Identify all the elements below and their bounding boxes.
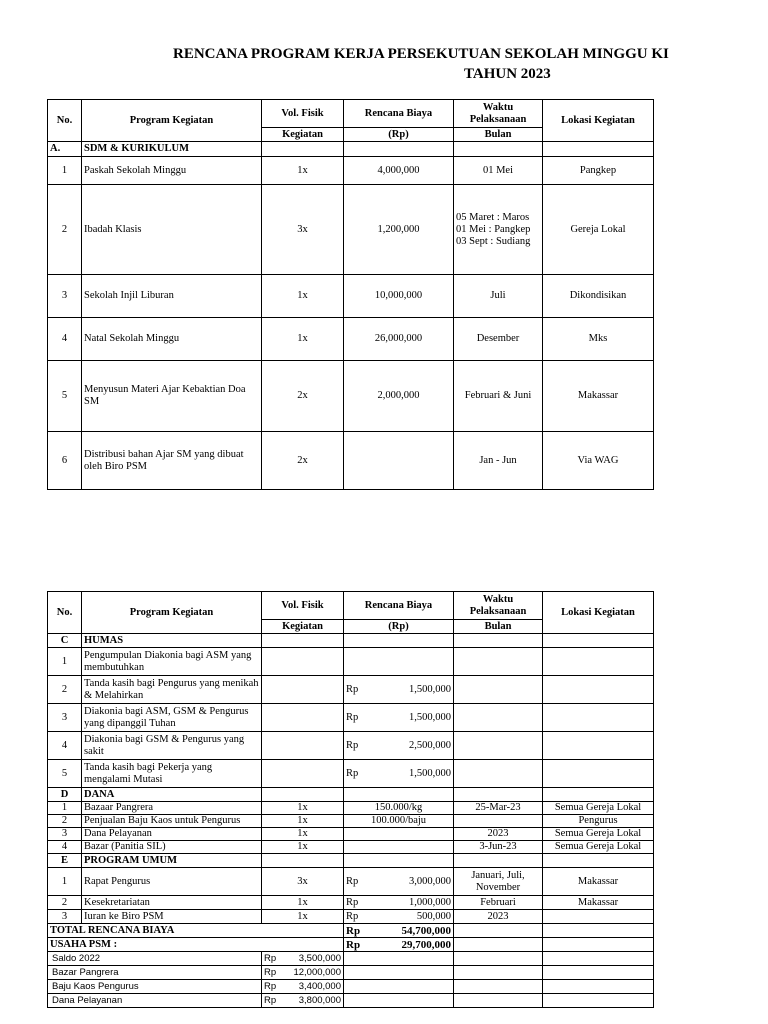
header-lokasi: Lokasi Kegiatan <box>543 100 654 142</box>
row-no: 5 <box>48 361 82 432</box>
row-lokasi: Mks <box>543 318 654 361</box>
row-vol: 2x <box>262 432 344 490</box>
header-vol-sub: Kegiatan <box>262 128 344 142</box>
row-waktu: Januari, Juli, November <box>454 868 543 896</box>
row-lokasi <box>543 704 654 732</box>
empty-cell <box>262 854 344 868</box>
empty-cell <box>344 952 454 966</box>
empty-cell <box>543 854 654 868</box>
row-program: Menyusun Materi Ajar Kebaktian Doa SM <box>82 361 262 432</box>
row-biaya: Rp 2,500,000 <box>344 732 454 760</box>
row-vol: 1x <box>262 828 344 841</box>
row-program: Kesekretariatan <box>82 896 262 910</box>
row-biaya: 4,000,000 <box>344 157 454 185</box>
row-vol: 3x <box>262 185 344 275</box>
empty-cell <box>344 980 454 994</box>
row-waktu: Jan - Jun <box>454 432 543 490</box>
row-biaya: Rp 500,000 <box>344 910 454 924</box>
row-biaya: Rp 1,500,000 <box>344 676 454 704</box>
empty-cell <box>543 952 654 966</box>
row-program: Bazar (Panitia SIL) <box>82 841 262 854</box>
table-row <box>48 896 654 910</box>
section-label: HUMAS <box>82 634 262 648</box>
empty-cell <box>454 994 543 1008</box>
header-lokasi: Lokasi Kegiatan <box>543 592 654 634</box>
row-program: Tanda kasih bagi Pengurus yang menikah & Melahirkan <box>82 676 262 704</box>
table-row <box>48 868 654 896</box>
empty-cell <box>543 994 654 1008</box>
usaha-row-value: Rp 29,700,000 <box>344 938 454 952</box>
usaha-row <box>48 938 654 952</box>
row-program: Sekolah Injil Liburan <box>82 275 262 318</box>
table-row <box>48 704 654 732</box>
program-table-2 <box>47 591 654 1008</box>
header-waktu-sub: Bulan <box>454 620 543 634</box>
empty-cell <box>344 854 454 868</box>
empty-cell <box>543 966 654 980</box>
total-row-value: Rp 54,700,000 <box>344 924 454 938</box>
row-no: 1 <box>48 868 82 896</box>
table2-body <box>48 634 654 1008</box>
empty-cell <box>454 966 543 980</box>
row-program: Diakonia bagi GSM & Pengurus yang sakit <box>82 732 262 760</box>
row-no: 6 <box>48 432 82 490</box>
row-waktu <box>454 760 543 788</box>
row-biaya: Rp 1,500,000 <box>344 760 454 788</box>
row-biaya: 10,000,000 <box>344 275 454 318</box>
row-no: 4 <box>48 318 82 361</box>
row-no: 2 <box>48 185 82 275</box>
row-program: Bazaar Pangrera <box>82 802 262 815</box>
row-vol: 1x <box>262 815 344 828</box>
row-no: 2 <box>48 815 82 828</box>
empty-cell <box>543 924 654 938</box>
header-biaya: Rencana Biaya <box>344 100 454 128</box>
table-row <box>48 815 654 828</box>
row-waktu: 2023 <box>454 910 543 924</box>
usaha-item-value: Rp 3,400,000 <box>262 980 344 994</box>
table-row <box>48 802 654 815</box>
header-waktu: Waktu Pelaksanaan <box>454 592 543 620</box>
usaha-item-label: Dana Pelayanan <box>48 994 262 1008</box>
row-vol <box>262 704 344 732</box>
empty-cell <box>543 788 654 802</box>
row-lokasi: Semua Gereja Lokal <box>543 828 654 841</box>
empty-cell <box>454 634 543 648</box>
row-no: 1 <box>48 802 82 815</box>
row-program: Paskah Sekolah Minggu <box>82 157 262 185</box>
row-lokasi: Semua Gereja Lokal <box>543 841 654 854</box>
row-waktu: 05 Maret : Maros 01 Mei : Pangkep 03 Sept : Sudiang <box>454 185 543 275</box>
header-vol: Vol. Fisik <box>262 100 344 128</box>
usaha-item-row <box>48 994 654 1008</box>
total-row-label: TOTAL RENCANA BIAYA <box>48 924 344 938</box>
usaha-item-row <box>48 952 654 966</box>
row-vol: 1x <box>262 275 344 318</box>
row-waktu: 2023 <box>454 828 543 841</box>
header-vol-sub: Kegiatan <box>262 620 344 634</box>
section-label: PROGRAM UMUM <box>82 854 262 868</box>
row-waktu <box>454 676 543 704</box>
header-biaya-sub: (Rp) <box>344 128 454 142</box>
row-waktu <box>454 648 543 676</box>
row-biaya: Rp 1,000,000 <box>344 896 454 910</box>
table-row <box>48 157 654 185</box>
section-humas <box>48 634 654 648</box>
usaha-item-row <box>48 966 654 980</box>
row-lokasi: Makassar <box>543 868 654 896</box>
title-line-2: TAHUN 2023 <box>464 66 551 82</box>
row-program: Distribusi bahan Ajar SM yang dibuat oleh Biro PSM <box>82 432 262 490</box>
row-lokasi <box>543 732 654 760</box>
empty-cell <box>344 966 454 980</box>
row-no: 2 <box>48 896 82 910</box>
section-code: E <box>48 854 82 868</box>
empty-cell <box>344 634 454 648</box>
empty-cell <box>454 924 543 938</box>
row-lokasi <box>543 676 654 704</box>
row-biaya: Rp 3,000,000 <box>344 868 454 896</box>
row-biaya: Rp 1,500,000 <box>344 704 454 732</box>
table-row <box>48 361 654 432</box>
row-biaya <box>344 648 454 676</box>
header-vol: Vol. Fisik <box>262 592 344 620</box>
row-no: 1 <box>48 648 82 676</box>
row-no: 1 <box>48 157 82 185</box>
row-waktu: 25-Mar-23 <box>454 802 543 815</box>
total-row <box>48 924 654 938</box>
row-program: Dana Pelayanan <box>82 828 262 841</box>
table-row <box>48 676 654 704</box>
header-waktu-sub: Bulan <box>454 128 543 142</box>
empty-cell <box>262 788 344 802</box>
row-no: 4 <box>48 732 82 760</box>
table-row <box>48 841 654 854</box>
row-lokasi <box>543 910 654 924</box>
row-vol: 2x <box>262 361 344 432</box>
row-waktu: 01 Mei <box>454 157 543 185</box>
row-waktu <box>454 704 543 732</box>
usaha-item-label: Bazar Pangrera <box>48 966 262 980</box>
table-row <box>48 910 654 924</box>
header-no: No. <box>48 100 82 142</box>
empty-cell <box>543 980 654 994</box>
row-program: Natal Sekolah Minggu <box>82 318 262 361</box>
row-waktu: Desember <box>454 318 543 361</box>
table-row <box>48 732 654 760</box>
section-program-umum <box>48 854 654 868</box>
row-lokasi <box>543 760 654 788</box>
row-lokasi <box>543 648 654 676</box>
usaha-item-row <box>48 980 654 994</box>
table1-body <box>48 157 654 490</box>
row-no: 2 <box>48 676 82 704</box>
row-vol: 1x <box>262 318 344 361</box>
row-program: Diakonia bagi ASM, GSM & Pengurus yang dipanggil Tuhan <box>82 704 262 732</box>
row-waktu <box>454 815 543 828</box>
row-biaya: 1,200,000 <box>344 185 454 275</box>
table-row <box>48 318 654 361</box>
row-vol: 1x <box>262 157 344 185</box>
header-program: Program Kegiatan <box>82 592 262 634</box>
table-row <box>48 828 654 841</box>
table-row <box>48 185 654 275</box>
row-waktu: Februari & Juni <box>454 361 543 432</box>
row-vol <box>262 760 344 788</box>
row-no: 3 <box>48 275 82 318</box>
usaha-item-label: Saldo 2022 <box>48 952 262 966</box>
row-vol: 1x <box>262 896 344 910</box>
empty-cell <box>344 788 454 802</box>
empty-cell <box>262 634 344 648</box>
empty-cell <box>454 980 543 994</box>
usaha-item-value: Rp 3,500,000 <box>262 952 344 966</box>
row-lokasi: Pangkep <box>543 157 654 185</box>
row-lokasi: Semua Gereja Lokal <box>543 802 654 815</box>
row-program: Penjualan Baju Kaos untuk Pengurus <box>82 815 262 828</box>
title-line-1: RENCANA PROGRAM KERJA PERSEKUTUAN SEKOLAH MINGGU KI <box>173 46 669 62</box>
empty-cell <box>454 788 543 802</box>
empty-cell <box>454 854 543 868</box>
row-no: 4 <box>48 841 82 854</box>
row-biaya <box>344 841 454 854</box>
section-label: SDM & KURIKULUM <box>82 142 262 157</box>
row-biaya: 26,000,000 <box>344 318 454 361</box>
row-program: Pengumpulan Diakonia bagi ASM yang membutuhkan <box>82 648 262 676</box>
row-waktu <box>454 732 543 760</box>
empty-cell <box>543 634 654 648</box>
row-vol <box>262 648 344 676</box>
empty-cell <box>454 952 543 966</box>
row-no: 3 <box>48 828 82 841</box>
row-no: 3 <box>48 910 82 924</box>
usaha-row-label: USAHA PSM : <box>48 938 344 952</box>
row-vol: 3x <box>262 868 344 896</box>
row-lokasi: Pengurus <box>543 815 654 828</box>
table-row <box>48 648 654 676</box>
empty-cell <box>543 938 654 952</box>
table-row <box>48 275 654 318</box>
section-dana <box>48 788 654 802</box>
row-program: Tanda kasih bagi Pekerja yang mengalami Mutasi <box>82 760 262 788</box>
header-no: No. <box>48 592 82 634</box>
row-lokasi: Dikondisikan <box>543 275 654 318</box>
row-vol: 1x <box>262 802 344 815</box>
row-biaya <box>344 432 454 490</box>
usaha-item-label: Baju Kaos Pengurus <box>48 980 262 994</box>
table-row <box>48 432 654 490</box>
row-program: Ibadah Klasis <box>82 185 262 275</box>
row-program: Rapat Pengurus <box>82 868 262 896</box>
row-biaya <box>344 828 454 841</box>
row-biaya: 2,000,000 <box>344 361 454 432</box>
row-lokasi: Makassar <box>543 896 654 910</box>
program-table-1 <box>47 99 654 490</box>
row-biaya: 150.000/kg <box>344 802 454 815</box>
row-no: 3 <box>48 704 82 732</box>
section-code: A. <box>48 142 82 157</box>
row-no: 5 <box>48 760 82 788</box>
section-code: C <box>48 634 82 648</box>
row-waktu: Juli <box>454 275 543 318</box>
table-row <box>48 760 654 788</box>
header-program: Program Kegiatan <box>82 100 262 142</box>
header-biaya-sub: (Rp) <box>344 620 454 634</box>
usaha-item-value: Rp 12,000,000 <box>262 966 344 980</box>
row-lokasi: Via WAG <box>543 432 654 490</box>
row-lokasi: Makassar <box>543 361 654 432</box>
usaha-item-value: Rp 3,800,000 <box>262 994 344 1008</box>
row-vol <box>262 732 344 760</box>
row-vol: 1x <box>262 910 344 924</box>
header-biaya: Rencana Biaya <box>344 592 454 620</box>
row-program: Iuran ke Biro PSM <box>82 910 262 924</box>
empty-cell <box>454 938 543 952</box>
row-lokasi: Gereja Lokal <box>543 185 654 275</box>
row-vol <box>262 676 344 704</box>
row-waktu: 3-Jun-23 <box>454 841 543 854</box>
row-biaya: 100.000/baju <box>344 815 454 828</box>
section-label: DANA <box>82 788 262 802</box>
empty-cell <box>344 994 454 1008</box>
header-waktu: Waktu Pelaksanaan <box>454 100 543 128</box>
row-vol: 1x <box>262 841 344 854</box>
section-code: D <box>48 788 82 802</box>
row-waktu: Februari <box>454 896 543 910</box>
